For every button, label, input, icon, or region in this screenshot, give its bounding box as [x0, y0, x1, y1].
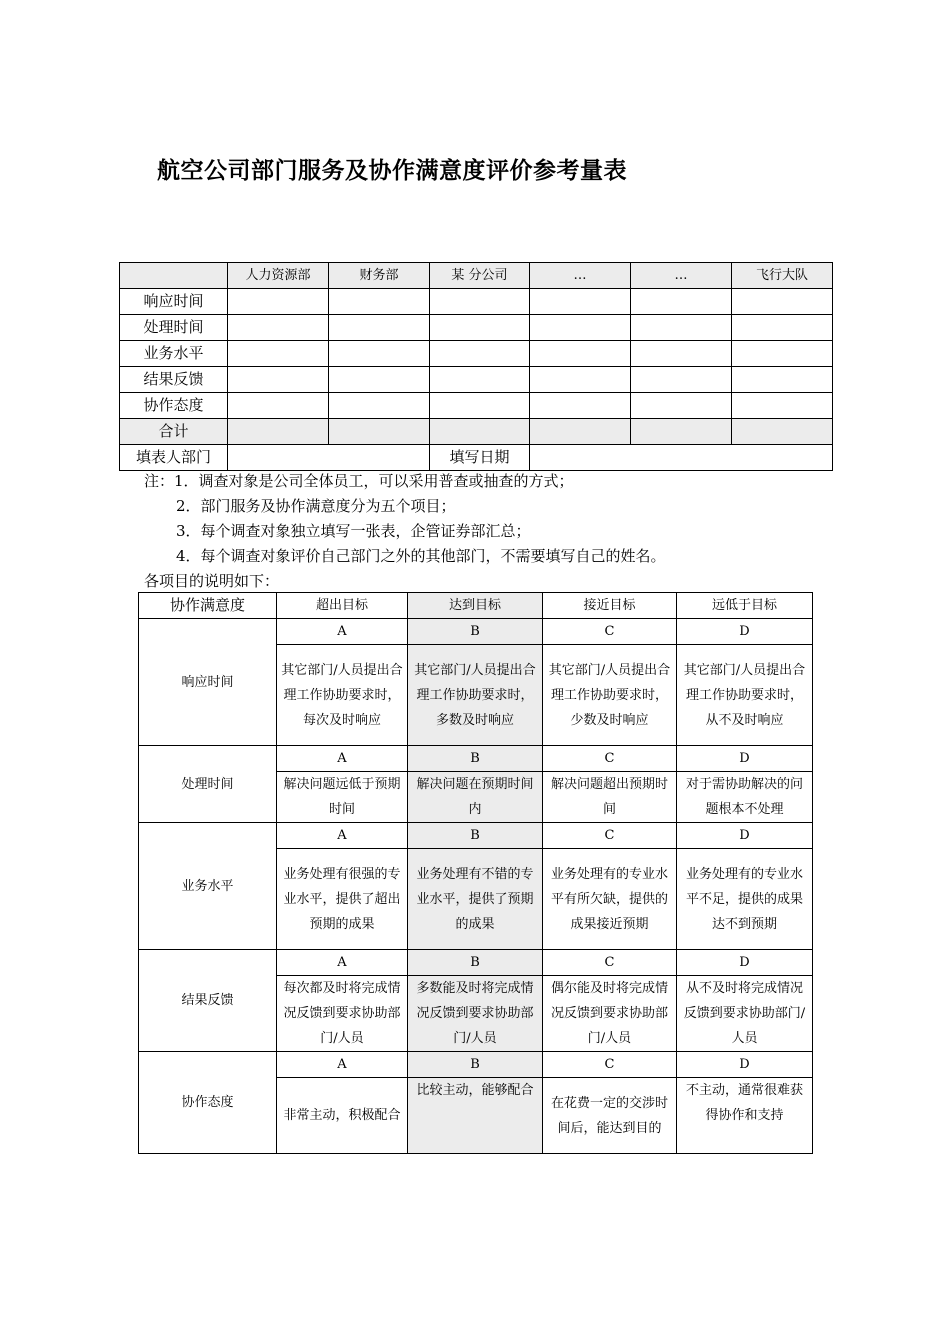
rating-cell[interactable]	[228, 393, 329, 419]
grade-row	[139, 1052, 813, 1078]
grade-label: B	[408, 619, 543, 645]
grade-row	[139, 746, 813, 772]
rating-cell[interactable]	[530, 289, 631, 315]
rating-cell[interactable]	[430, 367, 530, 393]
grade-row	[139, 619, 813, 645]
criteria-item-name: 协作态度	[139, 1052, 277, 1154]
rating-cell[interactable]	[732, 367, 833, 393]
criteria-item-name: 响应时间	[139, 619, 277, 746]
fill-date-field[interactable]	[530, 445, 833, 471]
rating-cell[interactable]	[430, 393, 530, 419]
criteria-desc: 业务处理有不错的专业水平，提供了预期的成果	[408, 849, 543, 950]
rating-cell[interactable]	[631, 315, 732, 341]
grade-label: D	[677, 1052, 813, 1078]
rating-cell[interactable]	[530, 315, 631, 341]
grade-label: C	[543, 823, 677, 849]
grade-label: A	[277, 950, 408, 976]
criteria-desc: 业务处理有的专业水平有所欠缺，提供的成果接近预期	[543, 849, 677, 950]
criteria-desc: 解决问题超出预期时间	[543, 772, 677, 823]
criteria-desc: 其它部门/人员提出合理工作协助要求时，每次及时响应	[277, 645, 408, 746]
rating-cell[interactable]	[228, 367, 329, 393]
total-cell	[228, 419, 329, 445]
rating-cell[interactable]	[430, 341, 530, 367]
grade-label: B	[408, 746, 543, 772]
rating-cell[interactable]	[228, 341, 329, 367]
criteria-header: 接近目标	[543, 593, 677, 619]
total-label: 合计	[120, 419, 228, 445]
filler-row	[120, 445, 833, 471]
rating-cell[interactable]	[732, 393, 833, 419]
rating-cell[interactable]	[329, 315, 430, 341]
rating-cell[interactable]	[732, 315, 833, 341]
criteria-item-name: 结果反馈	[139, 950, 277, 1052]
column-header: 财务部	[329, 263, 430, 289]
row-label: 业务水平	[120, 341, 228, 367]
grade-row	[139, 950, 813, 976]
criteria-desc: 每次都及时将完成情况反馈到要求协助部门/人员	[277, 976, 408, 1052]
criteria-header: 远低于目标	[677, 593, 813, 619]
grade-label: A	[277, 619, 408, 645]
note-item: 1．调查对象是公司全体员工，可以采用普查或抽查的方式；	[174, 472, 574, 490]
table-row	[120, 315, 833, 341]
rating-cell[interactable]	[329, 367, 430, 393]
grade-label: D	[677, 823, 813, 849]
criteria-desc: 偶尔能及时将完成情况反馈到要求协助部门/人员	[543, 976, 677, 1052]
total-cell	[530, 419, 631, 445]
rating-cell[interactable]	[430, 289, 530, 315]
grade-label: A	[277, 746, 408, 772]
table-row	[120, 289, 833, 315]
criteria-desc: 非常主动，积极配合	[277, 1078, 408, 1154]
criteria-desc: 业务处理有很强的专业水平，提供了超出预期的成果	[277, 849, 408, 950]
rating-cell[interactable]	[329, 341, 430, 367]
rating-cell[interactable]	[732, 341, 833, 367]
criteria-desc: 比较主动，能够配合	[408, 1078, 543, 1154]
criteria-header: 超出目标	[277, 593, 408, 619]
column-header: 人力资源部	[228, 263, 329, 289]
grade-label: C	[543, 746, 677, 772]
criteria-desc: 对于需协助解决的问题根本不处理	[677, 772, 813, 823]
rating-cell[interactable]	[329, 289, 430, 315]
note-prefix: 注：	[144, 472, 175, 490]
grade-label: A	[277, 1052, 408, 1078]
row-label: 响应时间	[120, 289, 228, 315]
filler-department-label: 填表人部门	[120, 445, 228, 471]
rating-cell[interactable]	[228, 289, 329, 315]
total-cell	[430, 419, 530, 445]
criteria-desc: 业务处理有的专业水平不足，提供的成果达不到预期	[677, 849, 813, 950]
criteria-desc: 在花费一定的交涉时间后，能达到目的	[543, 1078, 677, 1154]
criteria-desc: 解决问题在预期时间内	[408, 772, 543, 823]
notes-intro: 各项目的说明如下：	[144, 572, 280, 590]
note-item: 4．每个调查对象评价自己部门之外的其他部门，不需要填写自己的姓名。	[176, 547, 666, 565]
row-label: 处理时间	[120, 315, 228, 341]
rating-cell[interactable]	[228, 315, 329, 341]
row-label: 协作态度	[120, 393, 228, 419]
criteria-table	[138, 592, 813, 1154]
criteria-header: 协作满意度	[139, 593, 277, 619]
rating-cell[interactable]	[329, 393, 430, 419]
total-cell	[631, 419, 732, 445]
corner-cell	[120, 263, 228, 289]
row-label: 结果反馈	[120, 367, 228, 393]
column-header: …	[530, 263, 631, 289]
criteria-header: 达到目标	[408, 593, 543, 619]
filler-department-field[interactable]	[228, 445, 430, 471]
criteria-desc: 解决问题远低于预期时间	[277, 772, 408, 823]
criteria-desc: 多数能及时将完成情况反馈到要求协助部门/人员	[408, 976, 543, 1052]
rating-cell[interactable]	[631, 289, 732, 315]
fill-date-label: 填写日期	[430, 445, 530, 471]
criteria-desc: 从不及时将完成情况反馈到要求协助部门/人员	[677, 976, 813, 1052]
table-row	[120, 367, 833, 393]
criteria-desc: 其它部门/人员提出合理工作协助要求时，从不及时响应	[677, 645, 813, 746]
table-header-row	[120, 263, 833, 289]
criteria-header-row	[139, 593, 813, 619]
rating-cell[interactable]	[530, 367, 631, 393]
total-cell	[732, 419, 833, 445]
department-rating-table	[119, 262, 833, 471]
criteria-item-name: 业务水平	[139, 823, 277, 950]
grade-label: B	[408, 950, 543, 976]
total-cell	[329, 419, 430, 445]
grade-label: A	[277, 823, 408, 849]
criteria-desc: 其它部门/人员提出合理工作协助要求时，少数及时响应	[543, 645, 677, 746]
criteria-item-name: 处理时间	[139, 746, 277, 823]
note-item: 3．每个调查对象独立填写一张表，企管证券部汇总；	[176, 522, 531, 540]
criteria-desc: 其它部门/人员提出合理工作协助要求时，多数及时响应	[408, 645, 543, 746]
rating-cell[interactable]	[631, 341, 732, 367]
grade-label: D	[677, 746, 813, 772]
column-header: 某 分公司	[430, 263, 530, 289]
table-row	[120, 341, 833, 367]
grade-label: D	[677, 950, 813, 976]
rating-cell[interactable]	[430, 315, 530, 341]
grade-row	[139, 823, 813, 849]
note-line	[144, 469, 666, 494]
rating-cell[interactable]	[631, 367, 732, 393]
note-item: 2．部门服务及协作满意度分为五个项目；	[176, 497, 456, 515]
column-header: 飞行大队	[732, 263, 833, 289]
page-title: 航空公司部门服务及协作满意度评价参考量表	[157, 158, 627, 184]
grade-label: C	[543, 619, 677, 645]
rating-cell[interactable]	[530, 341, 631, 367]
notes	[144, 469, 666, 594]
grade-label: B	[408, 1052, 543, 1078]
rating-cell[interactable]	[530, 393, 631, 419]
table-row	[120, 393, 833, 419]
column-header: …	[631, 263, 732, 289]
grade-label: C	[543, 950, 677, 976]
rating-cell[interactable]	[631, 393, 732, 419]
criteria-desc: 不主动，通常很难获得协作和支持	[677, 1078, 813, 1154]
rating-cell[interactable]	[732, 289, 833, 315]
grade-label: B	[408, 823, 543, 849]
total-row	[120, 419, 833, 445]
grade-label: D	[677, 619, 813, 645]
grade-label: C	[543, 1052, 677, 1078]
